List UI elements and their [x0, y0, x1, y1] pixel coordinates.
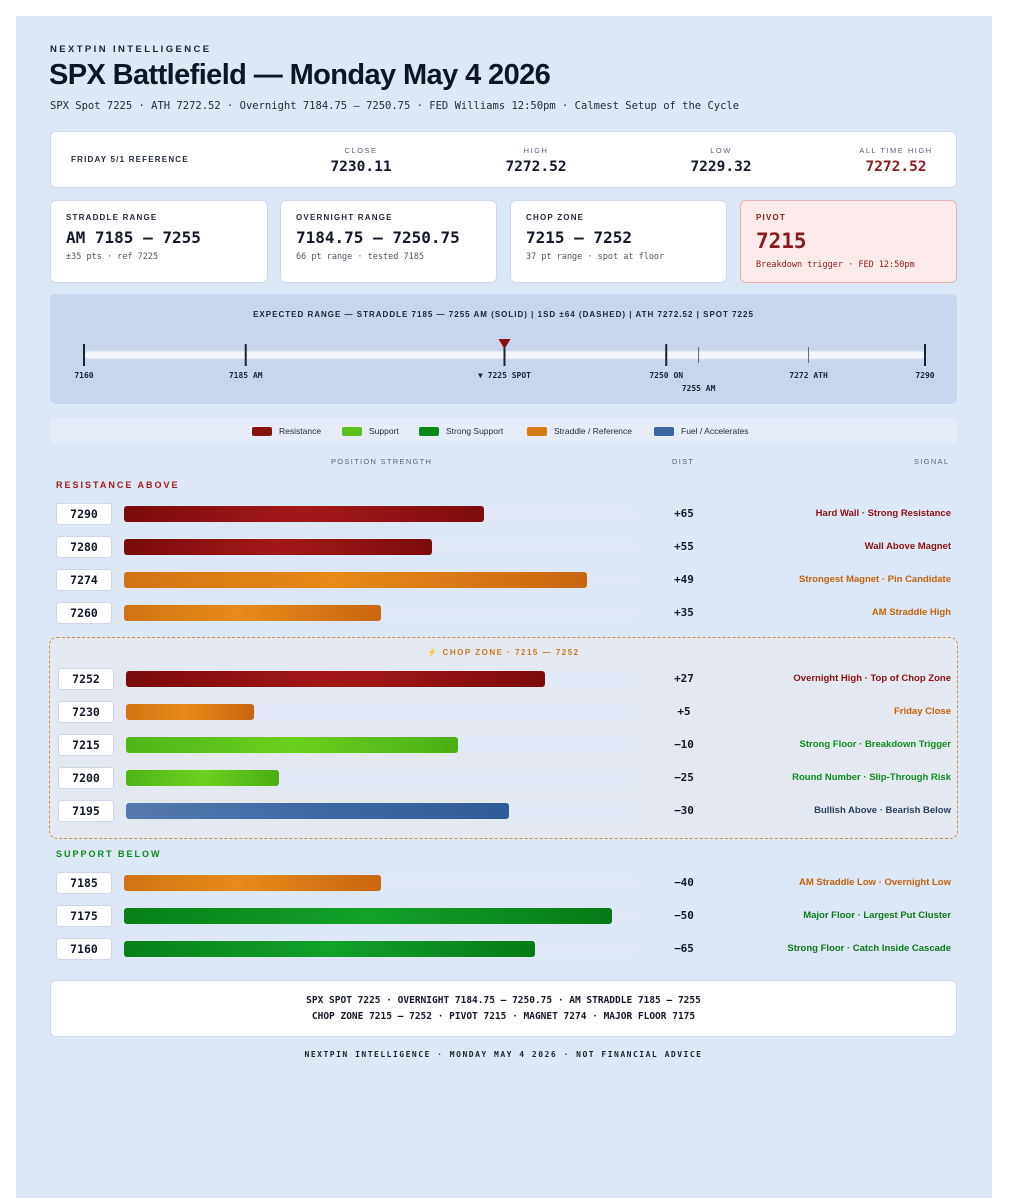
signal-text: Strongest Magnet · Pin Candidate	[798, 574, 951, 585]
distance-value: −25	[674, 771, 694, 784]
range-tick-label: 7185 AM	[228, 371, 263, 380]
card-subtext: ±35 pts · ref 7225	[66, 252, 159, 262]
legend-item-straddle-reference	[527, 426, 632, 436]
strength-track	[126, 770, 637, 786]
strength-track	[124, 605, 638, 621]
card-subtext: Breakdown trigger · FED 12:50pm	[756, 260, 915, 270]
level-label: 7215	[58, 734, 114, 756]
column-header-dist: DIST	[672, 457, 695, 466]
card-value: 7184.75 — 7250.75	[296, 228, 460, 247]
level-label: 7252	[58, 668, 114, 690]
level-row	[0, 800, 1027, 822]
distance-value: +27	[674, 672, 694, 685]
level-label: 7175	[56, 905, 112, 927]
brand-label: NEXTPIN INTELLIGENCE	[50, 44, 212, 55]
legend-swatch	[419, 427, 439, 436]
footer-disclaimer: NEXTPIN INTELLIGENCE · MONDAY MAY 4 2026 · NOT FINANCIAL ADVICE	[304, 1050, 703, 1059]
expected-range-panel	[50, 294, 957, 404]
legend-item-support	[342, 426, 399, 436]
column-header-signal: SIGNAL	[914, 457, 950, 466]
strength-track	[124, 875, 638, 891]
legend-label: Straddle / Reference	[554, 426, 632, 436]
level-row	[0, 569, 1027, 591]
distance-value: −10	[674, 738, 694, 751]
strength-bar	[126, 770, 279, 786]
signal-text: Wall Above Magnet	[864, 541, 951, 552]
distance-value: +65	[674, 507, 694, 520]
level-label: 7160	[56, 938, 112, 960]
strength-bar	[124, 605, 381, 621]
strength-bar	[124, 539, 432, 555]
strength-track	[124, 908, 638, 924]
stat-all-time-high	[851, 146, 941, 175]
stat-label: LOW	[710, 146, 732, 155]
level-row	[0, 938, 1027, 960]
expected-range-axis	[50, 294, 957, 404]
signal-text: Round Number · Slip-Through Risk	[792, 772, 951, 783]
strength-bar	[124, 941, 535, 957]
pivot-card	[740, 200, 957, 283]
range-tick-label: 7290	[915, 371, 935, 380]
distance-value: −50	[674, 909, 694, 922]
signal-text: AM Straddle High	[871, 607, 951, 618]
legend-swatch	[342, 427, 362, 436]
chop-zone-title: ⚡ CHOP ZONE · 7215 — 7252	[427, 648, 580, 657]
level-label: 7195	[58, 800, 114, 822]
stat-value: 7229.32	[690, 159, 752, 175]
signal-text: Major Floor · Largest Put Cluster	[803, 910, 951, 921]
stat-label: ALL TIME HIGH	[859, 146, 933, 155]
card-label: CHOP ZONE	[526, 213, 585, 222]
strength-track	[126, 803, 637, 819]
signal-text: Hard Wall · Strong Resistance	[815, 508, 951, 519]
signal-text: Bullish Above · Bearish Below	[814, 805, 951, 816]
stat-label: CLOSE	[344, 146, 378, 155]
level-label: 7290	[56, 503, 112, 525]
distance-value: +5	[677, 705, 691, 718]
signal-text: Strong Floor · Catch Inside Cascade	[787, 943, 951, 954]
overnight-range-card	[280, 200, 497, 283]
summary-line-1: SPX SPOT 7225 · OVERNIGHT 7184.75 — 7250.75 · AM STRADDLE 7185 — 7255	[306, 995, 701, 1006]
card-label: STRADDLE RANGE	[66, 213, 158, 222]
strength-bar	[124, 506, 484, 522]
strength-track	[124, 572, 638, 588]
distance-value: −30	[674, 804, 694, 817]
stat-low	[681, 146, 761, 175]
strength-track	[124, 539, 638, 555]
distance-value: −65	[674, 942, 694, 955]
page-subtitle: SPX Spot 7225 · ATH 7272.52 · Overnight 7184.75 — 7250.75 · FED Williams 12:50pm · Calmest Setup of the Cycle	[50, 100, 740, 112]
friday-reference-label: FRIDAY 5/1 REFERENCE	[71, 155, 189, 164]
legend-item-strong-support	[419, 426, 503, 436]
strength-bar	[126, 737, 458, 753]
level-row	[0, 701, 1027, 723]
strength-bar	[126, 803, 509, 819]
range-tick-label: ▼ 7225 SPOT	[478, 371, 531, 380]
chop-zone-card	[510, 200, 727, 283]
summary-card	[50, 980, 957, 1037]
legend-label: Support	[369, 426, 399, 436]
stat-value: 7272.52	[505, 159, 567, 175]
level-row	[0, 668, 1027, 690]
range-tick-label: 7255 AM	[681, 384, 716, 393]
level-label: 7200	[58, 767, 114, 789]
legend-item-fuel-accelerates	[654, 426, 749, 436]
level-label: 7230	[58, 701, 114, 723]
card-subtext: 66 pt range · tested 7185	[296, 252, 424, 262]
level-row	[0, 536, 1027, 558]
legend-swatch	[527, 427, 547, 436]
stat-value: 7272.52	[865, 159, 927, 175]
card-subtext: 37 pt range · spot at floor	[526, 252, 665, 262]
strength-bar	[124, 908, 612, 924]
distance-value: −40	[674, 876, 694, 889]
card-label: PIVOT	[756, 213, 787, 222]
friday-reference-card	[50, 131, 957, 188]
level-row	[0, 503, 1027, 525]
stat-label: HIGH	[523, 146, 549, 155]
spot-marker-icon	[499, 339, 511, 349]
column-header-strength: POSITION STRENGTH	[331, 457, 433, 466]
strength-bar	[126, 704, 254, 720]
section-title-support: SUPPORT BELOW	[56, 849, 162, 859]
range-tick-label: 7272 ATH	[789, 371, 828, 380]
section-title-resistance: RESISTANCE ABOVE	[56, 480, 180, 490]
strength-bar	[126, 671, 545, 687]
level-label: 7274	[56, 569, 112, 591]
level-label: 7280	[56, 536, 112, 558]
level-label: 7260	[56, 602, 112, 624]
expected-range-title: EXPECTED RANGE — STRADDLE 7185 — 7255 AM (SOLID) | 1SD ±64 (DASHED) | ATH 7272.52 | SPOT 7225	[253, 310, 754, 319]
card-label: OVERNIGHT RANGE	[296, 213, 393, 222]
level-row	[0, 872, 1027, 894]
signal-text: Friday Close	[893, 706, 951, 717]
range-tick-label: 7250 ON	[649, 371, 684, 380]
level-row	[0, 905, 1027, 927]
strength-track	[124, 941, 638, 957]
distance-value: +35	[674, 606, 694, 619]
stat-close	[321, 146, 401, 175]
stat-high	[496, 146, 576, 175]
level-row	[0, 734, 1027, 756]
signal-text: Strong Floor · Breakdown Trigger	[799, 739, 951, 750]
level-label: 7185	[56, 872, 112, 894]
stat-value: 7230.11	[330, 159, 392, 175]
distance-value: +49	[674, 573, 694, 586]
strength-track	[126, 737, 637, 753]
strength-bar	[124, 572, 587, 588]
legend-label: Fuel / Accelerates	[681, 426, 749, 436]
legend-swatch	[654, 427, 674, 436]
strength-track	[124, 506, 638, 522]
legend-label: Strong Support	[446, 426, 504, 436]
legend-item-resistance	[252, 426, 321, 436]
card-value: 7215 — 7252	[526, 228, 632, 247]
signal-text: Overnight High · Top of Chop Zone	[793, 673, 951, 684]
legend	[50, 418, 957, 443]
level-row	[0, 767, 1027, 789]
card-value: 7215	[756, 229, 807, 253]
legend-label: Resistance	[279, 426, 322, 436]
level-row	[0, 602, 1027, 624]
card-value: AM 7185 — 7255	[66, 228, 201, 247]
signal-text: AM Straddle Low · Overnight Low	[799, 877, 951, 888]
strength-track	[126, 671, 637, 687]
distance-value: +55	[674, 540, 694, 553]
strength-bar	[124, 875, 381, 891]
range-tick-label: 7160	[74, 371, 94, 380]
strength-track	[126, 704, 637, 720]
legend-swatch	[252, 427, 272, 436]
summary-line-2: CHOP ZONE 7215 — 7252 · PIVOT 7215 · MAGNET 7274 · MAJOR FLOOR 7175	[311, 1011, 696, 1022]
page-title: SPX Battlefield — Monday May 4 2026	[49, 59, 551, 91]
straddle-range-card	[50, 200, 268, 283]
